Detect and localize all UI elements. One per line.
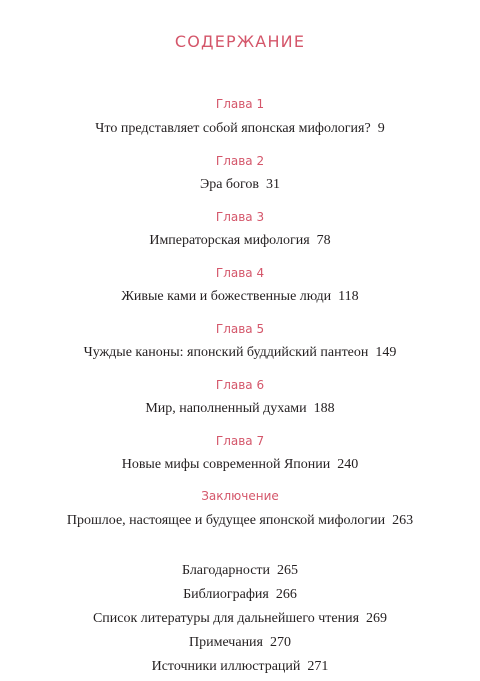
back-matter-title: Библиография — [183, 587, 269, 602]
page-number: 9 — [377, 121, 385, 136]
page-number: 266 — [275, 587, 297, 602]
back-matter-entry[interactable] — [0, 658, 480, 676]
chapter-entry[interactable] — [0, 120, 480, 138]
page-number: 78 — [316, 233, 331, 248]
back-matter-entry[interactable] — [0, 610, 480, 628]
page-number: 263 — [392, 513, 414, 528]
back-matter-title: Источники иллюстраций — [151, 659, 301, 674]
back-matter-title: Примечания — [188, 635, 263, 650]
chapter-entry[interactable] — [0, 288, 480, 306]
page-number: 271 — [307, 659, 329, 674]
page-number: 269 — [366, 611, 388, 626]
chapter-title: Императорская мифология — [149, 233, 310, 248]
back-matter-entry[interactable] — [0, 634, 480, 652]
chapter-entry[interactable] — [0, 456, 480, 474]
chapter-title: Прошлое, настоящее и будущее японской мифологии — [66, 513, 386, 528]
chapter-entry[interactable] — [0, 344, 480, 362]
back-matter-title: Благодарности — [181, 563, 271, 578]
back-matter-entry[interactable] — [0, 562, 480, 580]
page-number: 270 — [270, 635, 291, 650]
chapter-entry[interactable] — [0, 232, 480, 250]
chapter-title: Эра богов — [199, 177, 260, 192]
page-number: 265 — [277, 563, 299, 578]
chapter-title: Живые ками и божественные люди — [121, 289, 332, 304]
chapter-title: Что представляет собой японская мифология? — [95, 121, 371, 136]
chapter-label: Глава 1 — [215, 97, 265, 111]
chapter-title: Новые мифы современной Японии — [121, 457, 331, 472]
page-number: 149 — [375, 345, 397, 360]
page-number: 188 — [313, 401, 335, 416]
chapter-entry[interactable] — [0, 512, 480, 530]
chapter-title: Чуждые каноны: японский буддийский пантеон — [83, 345, 369, 360]
back-matter-entry[interactable] — [0, 586, 480, 604]
toc-title: СОДЕРЖАНИЕ — [174, 32, 306, 51]
chapter-label: Глава 3 — [215, 210, 265, 224]
page-number: 240 — [337, 457, 359, 472]
chapter-entry[interactable] — [0, 176, 480, 194]
back-matter-title: Список литературы для дальнейшего чтения — [92, 611, 360, 626]
chapter-label: Глава 2 — [215, 154, 265, 168]
chapter-entry[interactable] — [0, 400, 480, 418]
chapter-label: Глава 5 — [215, 322, 265, 336]
chapter-label: Глава 4 — [215, 266, 265, 280]
chapter-label: Заключение — [201, 489, 279, 503]
chapter-label: Глава 6 — [215, 378, 265, 392]
page-number: 31 — [266, 177, 281, 192]
chapter-title: Мир, наполненный духами — [145, 401, 307, 416]
page-number: 118 — [338, 289, 359, 304]
chapter-label: Глава 7 — [215, 434, 265, 448]
